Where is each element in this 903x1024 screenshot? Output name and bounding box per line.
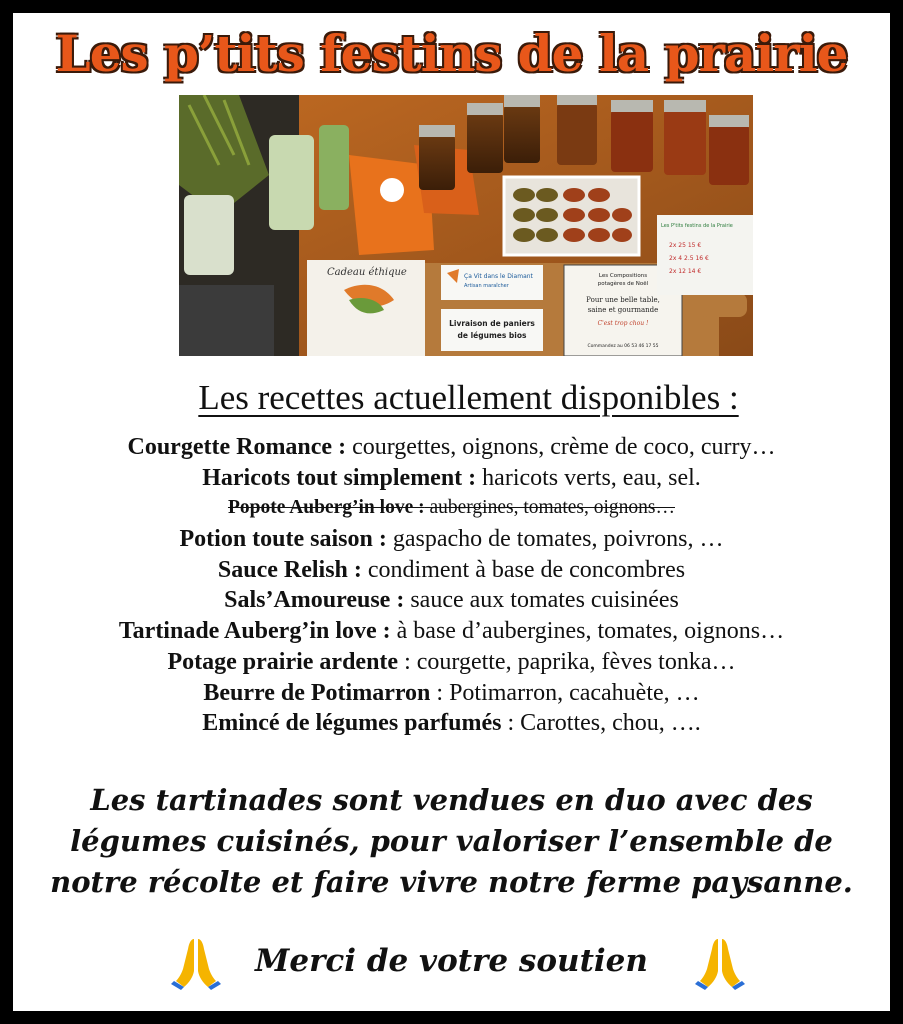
recipe-list (0, 432, 903, 739)
recipe-name: Sals’Amoureuse : (224, 587, 405, 614)
sign-cadeau-title: Cadeau éthique (327, 267, 407, 278)
svg-text:saine et gourmande: saine et gourmande (587, 306, 659, 314)
recipe-description: à base d’aubergines, tomates, oignons… (390, 618, 785, 645)
recipe-item (0, 708, 903, 739)
sign-compositions-extra: C'est trop chou ! (597, 320, 649, 327)
recipe-item (0, 616, 903, 647)
recipe-item-unavailable (0, 493, 903, 524)
statement-paragraph (0, 780, 903, 903)
recipe-name: Popote Auberg’in love : (227, 497, 425, 519)
recipe-name: Emincé de légumes parfumés (202, 710, 502, 737)
recipe-name: Sauce Relish : (217, 556, 362, 583)
recipe-item (0, 678, 903, 709)
recipe-description: : Carottes, chou, …. (501, 710, 701, 737)
recipe-description: : courgette, paprika, fèves tonka… (398, 648, 736, 675)
svg-text:Les Compositions: Les Compositions (598, 273, 648, 279)
recipe-description: courgettes, oignons, crème de coco, curry… (346, 434, 776, 460)
recipe-item (0, 585, 903, 616)
price-board-title: Les P'tits festins de la Prairie (661, 223, 733, 229)
svg-text:de légumes bios: de légumes bios (457, 331, 527, 340)
statement-line: légumes cuisinés, pour valoriser l’ensemble de (70, 824, 833, 858)
thanks-row (0, 935, 903, 990)
recipe-name: Haricots tout simplement : (202, 464, 477, 491)
price-line-2: 2x 4 2.5 16 € (669, 255, 709, 262)
recipes-heading: Les recettes actuellement disponibles : (198, 378, 739, 417)
thanks-text: Merci de votre soutien (255, 943, 648, 979)
recipe-item (0, 555, 903, 586)
recipe-description: gaspacho de tomates, poivrons, … (386, 526, 724, 553)
statement-line: Les tartinades sont vendues en duo avec des (90, 783, 813, 817)
recipe-name: Potage prairie ardente (167, 648, 399, 675)
recipe-description: aubergines, tomates, oignons… (424, 497, 675, 519)
sign-brand-tagline: Artisan maraîcher (464, 283, 509, 289)
recipe-name: Potion toute saison : (179, 526, 387, 553)
recipe-item (0, 432, 903, 463)
svg-text:Livraison de paniers: Livraison de paniers (449, 319, 535, 328)
recipe-item (0, 647, 903, 678)
sign-compositions-order: Commandez au 06 53 46 17 55 (587, 344, 659, 349)
recipe-description: sauce aux tomates cuisinées (404, 587, 679, 614)
recipe-name: Courgette Romance : (127, 434, 347, 460)
svg-text:potagères de Noël: potagères de Noël (597, 281, 649, 287)
price-line-3: 2x 12 14 € (669, 268, 702, 275)
recipe-item (0, 463, 903, 494)
sign-brand-name: Ça Vit dans le Diamant (464, 273, 533, 280)
recipe-name: Beurre de Potimarron (203, 679, 431, 706)
market-stall-photo (179, 95, 753, 356)
recipe-name: Tartinade Auberg’in love : (118, 618, 391, 645)
recipe-description: haricots verts, eau, sel. (476, 464, 701, 491)
statement-line: notre récolte et faire vivre notre ferme paysanne. (50, 865, 853, 899)
page-title: Les p’tits festins de la prairie (55, 24, 848, 83)
recipe-description: : Potimarron, cacahuète, … (430, 679, 700, 706)
price-line-1: 2x 25 15 € (669, 242, 702, 249)
recipe-item (0, 524, 903, 555)
praying-hands-icon (694, 935, 746, 990)
recipe-description: condiment à base de concombres (361, 556, 686, 583)
svg-text:Pour une belle table,: Pour une belle table, (586, 296, 660, 304)
